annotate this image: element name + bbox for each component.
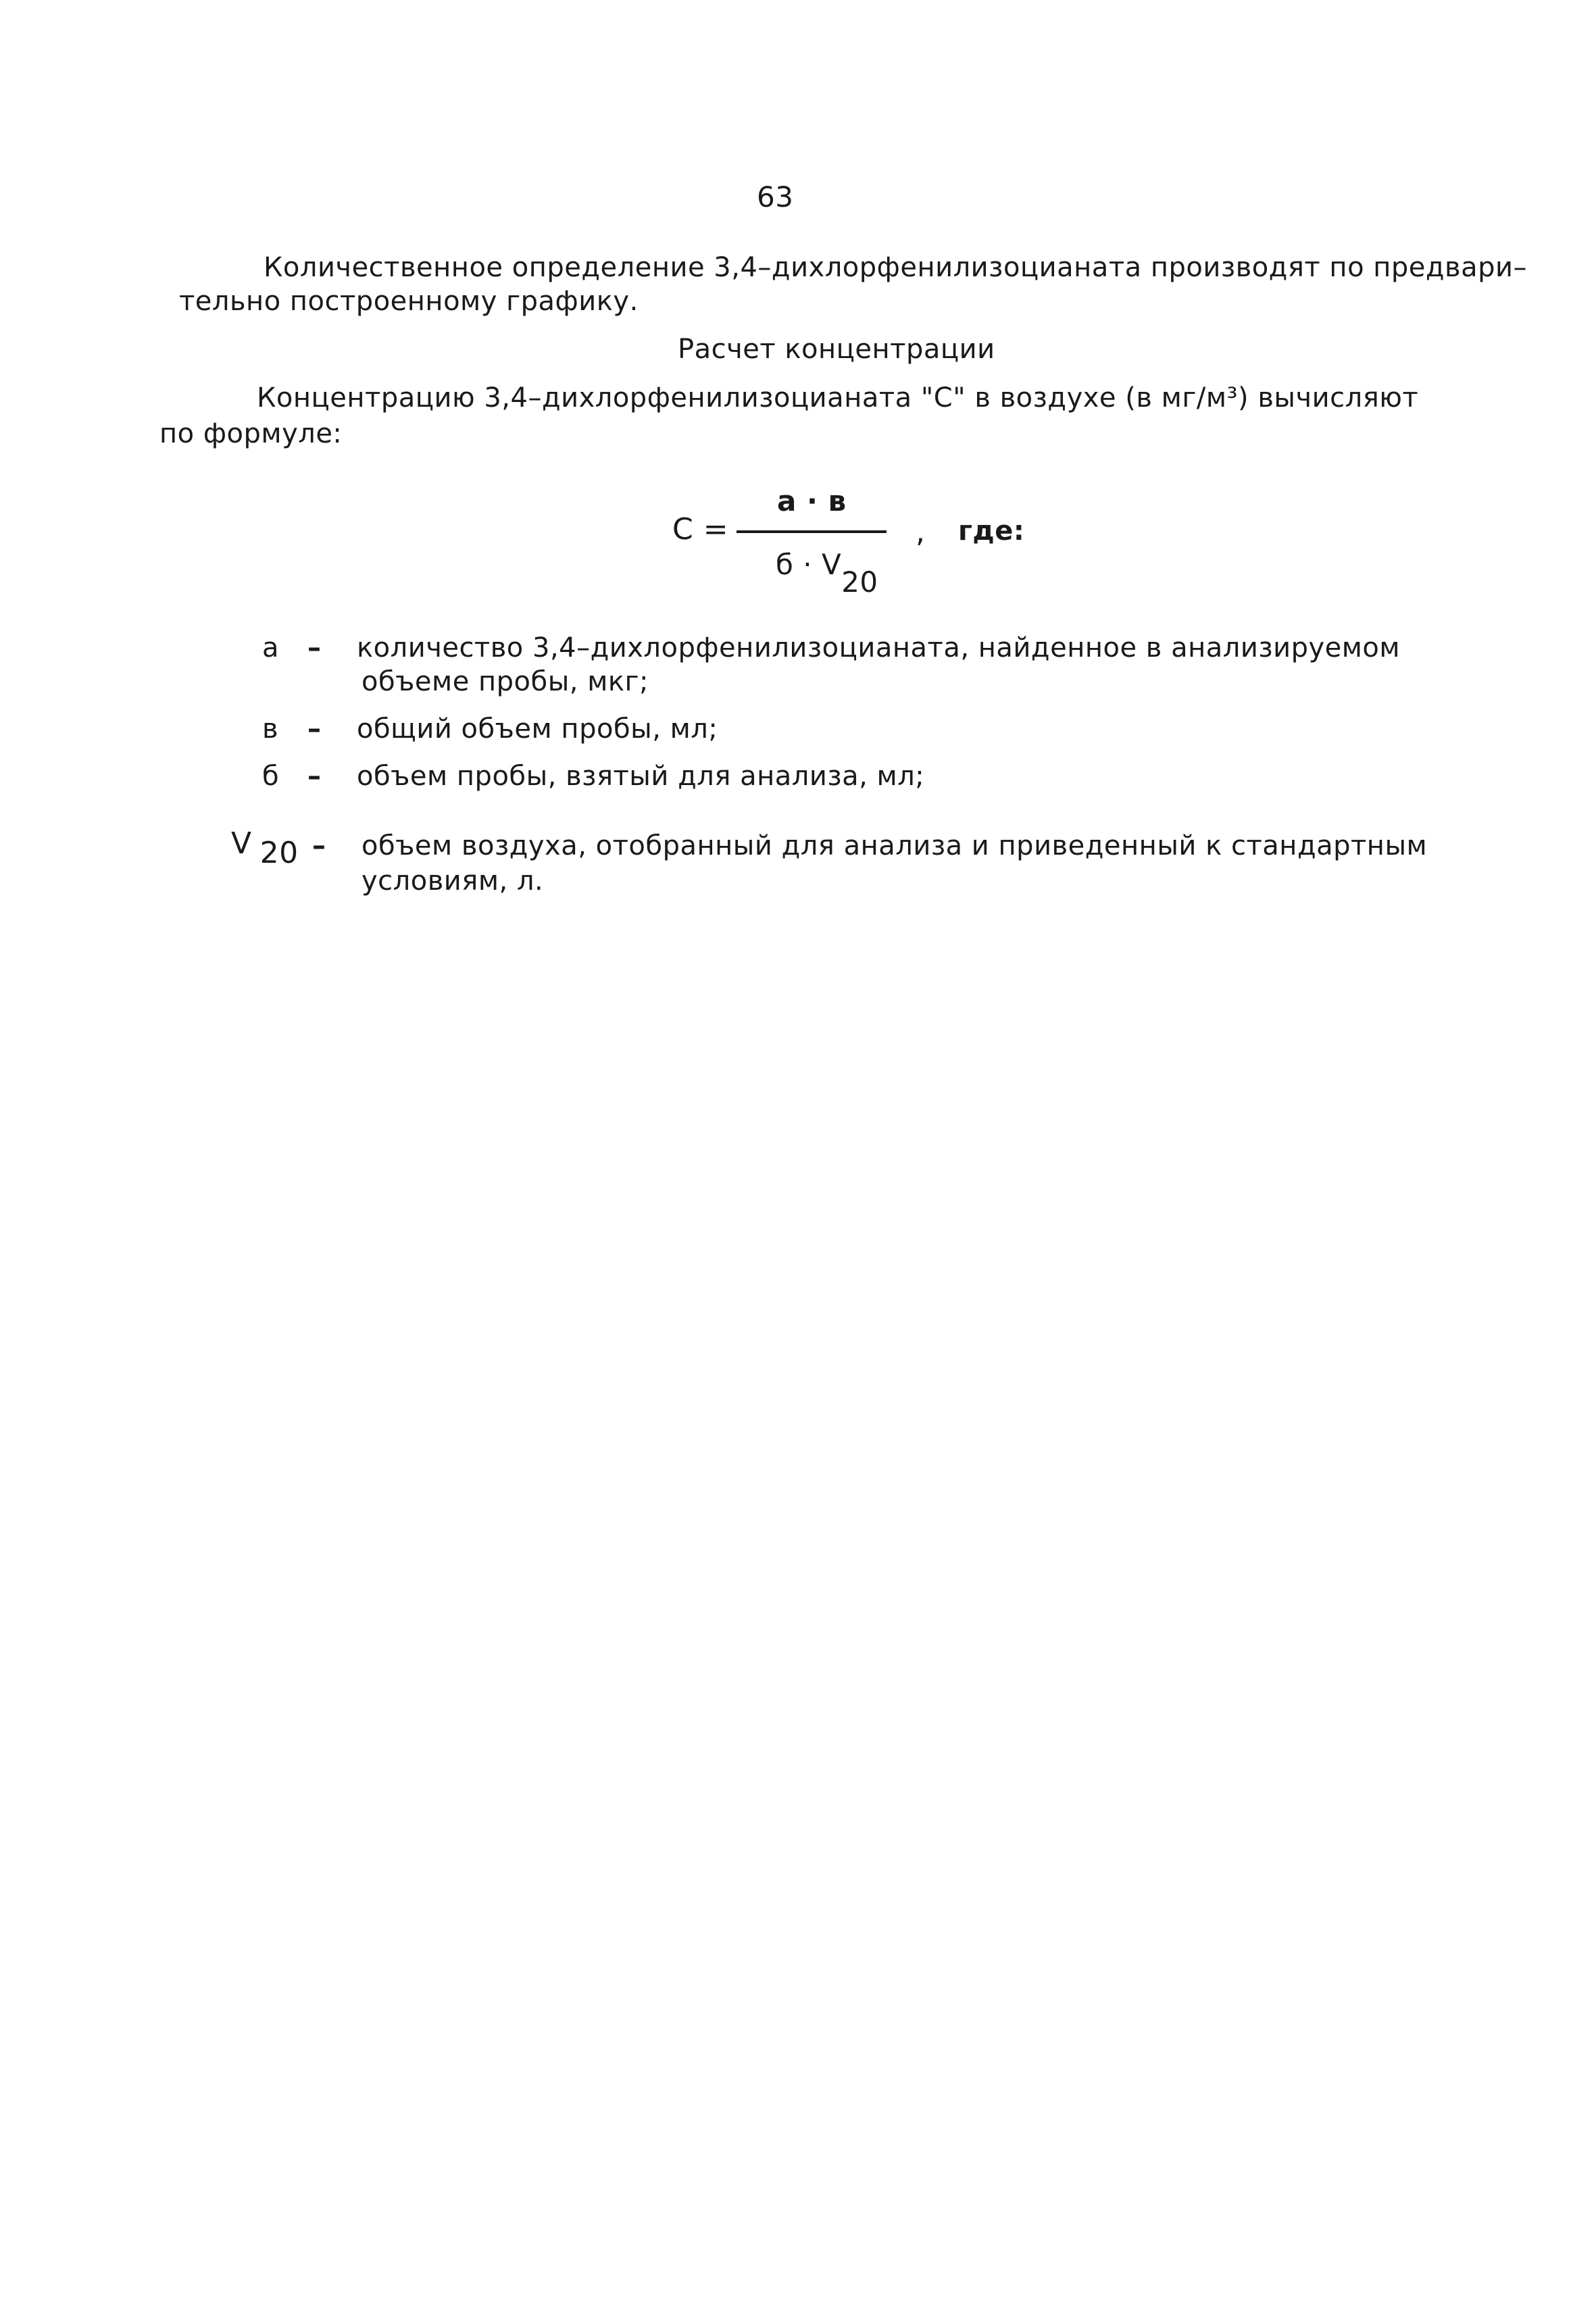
formula-numerator: а · в bbox=[777, 484, 847, 518]
definition-symbol-v20-main: V bbox=[231, 826, 252, 861]
definition-text-v20-line-2: условиям, л. bbox=[361, 865, 544, 897]
formula-denominator-subscript: 20 bbox=[841, 565, 878, 599]
definition-text-a-line-1: количество 3,4–дихлорфенилизоцианата, найденное в анализируемом bbox=[357, 632, 1401, 663]
definition-symbol-b: б bbox=[262, 761, 280, 792]
intro-paragraph-line-2: тельно построенному графику. bbox=[179, 286, 639, 317]
definition-dash-v: – bbox=[307, 713, 322, 745]
formula-intro-line-1: Концентрацию 3,4–дихлорфенилизоцианата "С" в воздухе (в мг/м³) вычисляют bbox=[257, 382, 1419, 413]
definition-text-a-line-2: объеме пробы, мкг; bbox=[361, 666, 649, 697]
formula-intro-line-2: по формуле: bbox=[159, 418, 343, 449]
section-heading: Расчет концентрации bbox=[678, 334, 995, 365]
formula-denominator bbox=[776, 548, 878, 599]
intro-paragraph-line-1: Количественное определение 3,4–дихлорфенилизоцианата производят по предвари– bbox=[264, 252, 1528, 283]
formula-where: где: bbox=[958, 515, 1025, 547]
definition-symbol-a: а bbox=[262, 632, 280, 663]
definition-text-v-line-1: общий объем пробы, мл; bbox=[357, 713, 718, 745]
formula-denominator-main: б · V bbox=[776, 548, 842, 581]
formula-lhs: С = bbox=[672, 512, 729, 547]
definition-symbol-v: в bbox=[262, 713, 279, 745]
definition-text-v20-line-1: объем воздуха, отобранный для анализа и приведенный к стандартным bbox=[361, 830, 1428, 861]
page-number: 63 bbox=[757, 180, 794, 213]
fraction-bar bbox=[737, 530, 887, 533]
definition-symbol-v20-subscript: 20 bbox=[259, 836, 299, 870]
definition-dash-v20: – bbox=[312, 830, 326, 861]
definition-dash-b: – bbox=[307, 761, 322, 792]
definition-dash-a: – bbox=[307, 632, 322, 663]
formula-comma: , bbox=[916, 515, 926, 549]
definition-symbol-v20 bbox=[231, 826, 299, 870]
definition-text-b-line-1: объем пробы, взятый для анализа, мл; bbox=[357, 761, 925, 792]
